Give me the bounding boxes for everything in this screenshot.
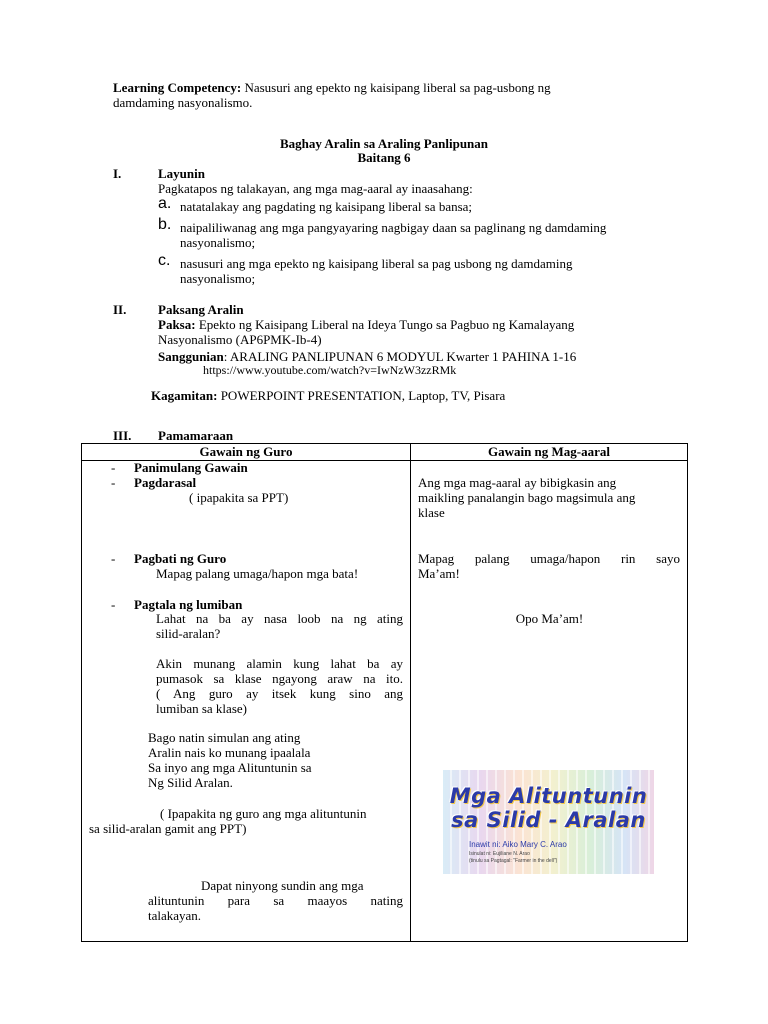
reference-url[interactable]: https://www.youtube.com/watch?v=IwNzW3zzRMk xyxy=(203,363,457,377)
pagbati-text: Mapag palang umaga/hapon mga bata! xyxy=(156,566,359,581)
slide-author: Inawit ni: Aiko Mary C. Arao xyxy=(469,840,567,849)
column-header-teacher: Gawain ng Guro xyxy=(82,444,411,461)
objective-a: natatalakay ang pagdating ng kaisipang liberal sa bansa; xyxy=(180,199,473,214)
objective-c-cont: nasyonalismo; xyxy=(180,271,256,286)
objective-c: nasusuri ang mga epekto ng kaisipang liberal sa pag usbong ng damdaming xyxy=(180,256,573,271)
slide-tune-note: (tinulu sa Pagtagal: "Farmer in the dell") xyxy=(469,858,558,864)
pagtala-ng-lumiban: Pagtala ng lumiban xyxy=(134,597,243,612)
dapat-line1: Dapat ninyong sundin ang mga xyxy=(201,878,364,893)
alamin-line4: lumiban sa klase) xyxy=(156,701,247,716)
sanggunian xyxy=(158,349,678,364)
competency-label: Learning Competency: xyxy=(113,80,242,95)
ppt-note: ( ipapakita sa PPT) xyxy=(189,490,289,505)
bago-line3: Sa inyo ang mga Alituntunin sa xyxy=(148,760,312,775)
slide-title-line2: sa Silid - Aralan xyxy=(451,808,646,832)
ipapakita-line2: sa silid-aralan gamit ang PPT) xyxy=(89,821,247,836)
dapat-line2: alituntunin para sa maayos nating xyxy=(148,893,403,908)
objective-a-letter: a. xyxy=(158,195,172,212)
dash-bullet: - xyxy=(111,460,116,475)
lesson-title: Baghay Aralin sa Araling Panlipunan xyxy=(279,136,489,151)
competency-text: Nasusuri ang epekto ng kaisipang liberal sa pag-usbong ng xyxy=(241,80,551,95)
alamin-line2: pumasok sa klase ngayong araw na ito. xyxy=(156,671,403,686)
objective-b: naipaliliwanag ang mga pangyayaring nagbigay daan sa paglinang ng damdaming xyxy=(180,220,607,235)
learning-competency xyxy=(113,80,673,95)
dash-bullet: - xyxy=(111,475,116,490)
student-prayer-line1: Ang mga mag-aaral ay bibigkasin ang xyxy=(418,475,617,490)
objective-b-letter: b. xyxy=(158,216,172,233)
paksa xyxy=(158,317,678,332)
objective-c-letter: c. xyxy=(158,252,171,269)
student-greeting-cont: Ma’am! xyxy=(418,566,460,581)
kagamitan-label: Kagamitan: xyxy=(151,388,218,403)
bago-line4: Ng Silid Aralan. xyxy=(148,775,233,790)
student-attendance-reply: Opo Ma’am! xyxy=(515,611,584,626)
slide-title-line1: Mga Alituntunin xyxy=(449,784,648,808)
dapat-line3: talakayan. xyxy=(148,908,202,923)
pagdarasal: Pagdarasal xyxy=(134,475,197,490)
section1-number: I. xyxy=(113,166,122,181)
kagamitan-text: POWERPOINT PRESENTATION, Laptop, TV, Pisara xyxy=(217,388,506,403)
pagtala-text: Lahat na ba ay nasa loob na ng ating xyxy=(156,611,403,626)
competency-text-cont: damdaming nasyonalismo. xyxy=(113,95,253,110)
bago-line1: Bago natin simulan ang ating xyxy=(148,730,301,745)
objective-b-cont: nasyonalismo; xyxy=(180,235,256,250)
pagbati-ng-guro: Pagbati ng Guro xyxy=(134,551,227,566)
student-prayer-line3: klase xyxy=(418,505,445,520)
panimulang-gawain: Panimulang Gawain xyxy=(134,460,248,475)
alituntunin-slide-image xyxy=(443,770,654,874)
kagamitan xyxy=(151,388,671,403)
ipapakita-line1: ( Ipapakita ng guro ang mga alituntunin xyxy=(160,806,367,821)
student-greeting: Mapag palang umaga/hapon rin sayo xyxy=(418,551,680,566)
section2-title: Paksang Aralin xyxy=(158,302,244,317)
column-header-student: Gawain ng Mag-aaral xyxy=(411,444,688,461)
dash-bullet: - xyxy=(111,597,116,612)
alamin-line3: ( Ang guro ay itsek kung sino ang xyxy=(156,686,403,701)
paksa-label: Paksa: xyxy=(158,317,196,332)
sanggunian-label: Sanggunian xyxy=(158,349,224,364)
sanggunian-text: : ARALING PANLIPUNAN 6 MODYUL Kwarter 1 PAHINA 1-16 xyxy=(223,349,577,364)
paksa-text: Epekto ng Kaisipang Liberal na Ideya Tungo sa Pagbuo ng Kamalayang xyxy=(195,317,575,332)
section3-title: Pamamaraan xyxy=(158,428,234,443)
section2-number: II. xyxy=(113,302,127,317)
section3-number: III. xyxy=(113,428,132,443)
section1-intro: Pagkatapos ng talakayan, ang mga mag-aaral ay inaasahang: xyxy=(158,181,473,196)
paksa-cont: Nasyonalismo (AP6PMK-Ib-4) xyxy=(158,332,322,347)
section1-title: Layunin xyxy=(158,166,205,181)
dash-bullet: - xyxy=(111,551,116,566)
pagtala-text-cont: silid-aralan? xyxy=(156,626,221,641)
alamin-line1: Akin munang alamin kung lahat ba ay xyxy=(156,656,403,671)
grade-level: Baitang 6 xyxy=(357,150,411,165)
slide-writer: Isinulat ni: Eujiliane N. Arao xyxy=(469,851,530,857)
student-prayer-line2: maikling panalangin bago magsimula ang xyxy=(418,490,636,505)
bago-line2: Aralin nais ko munang ipaalala xyxy=(148,745,311,760)
